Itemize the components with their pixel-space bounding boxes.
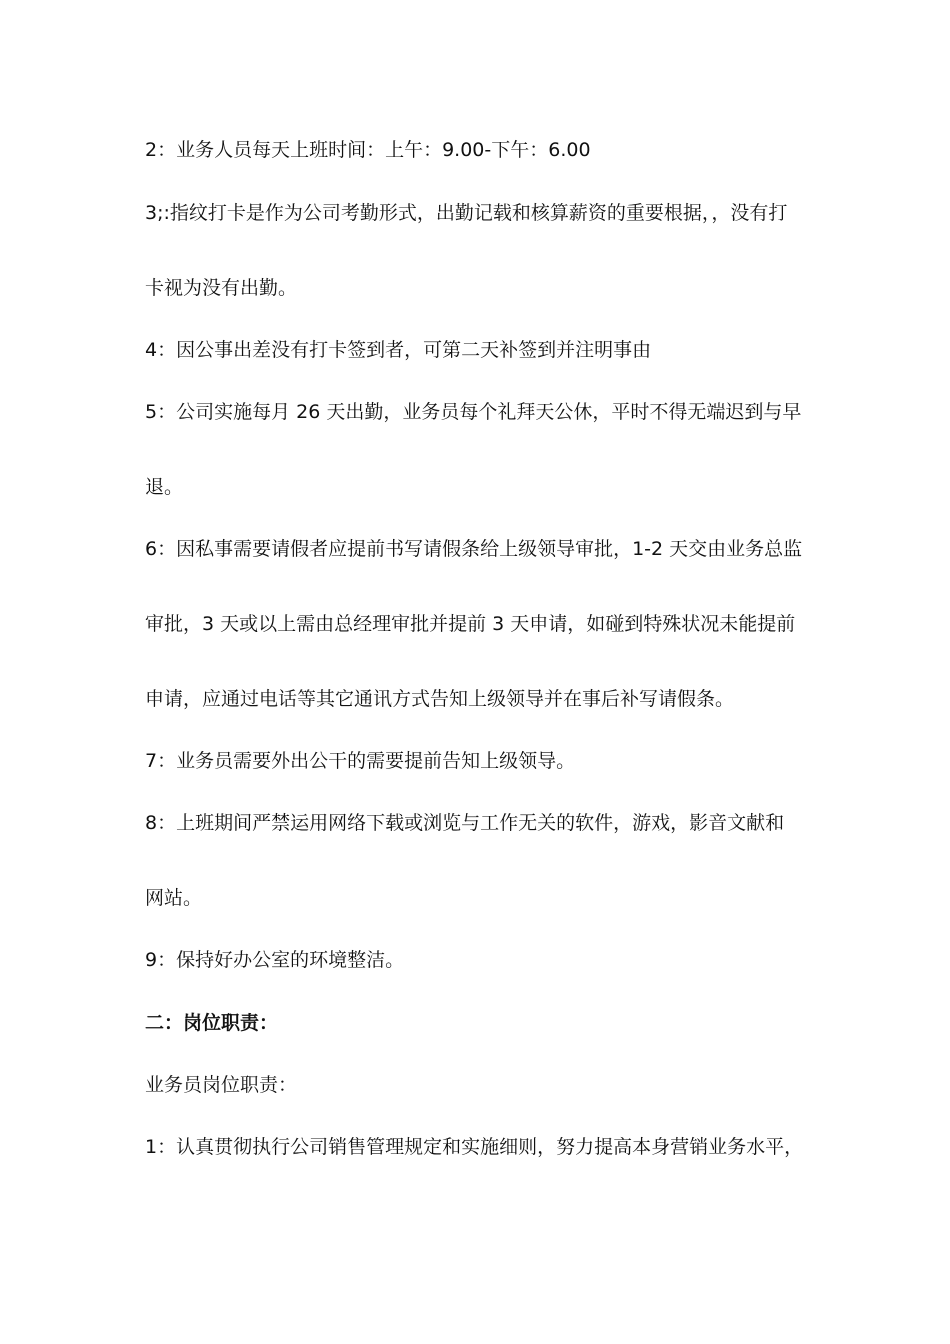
rule-5-attendance-line-2: 退。 bbox=[145, 476, 184, 498]
rule-6-leave-line-2: 审批，3 天或以上需由总经理审批并提前 3 天申请，如碰到特殊状况未能提前 bbox=[145, 613, 796, 635]
rule-9-office-clean: 9：保持好办公室的环境整洁。 bbox=[145, 949, 405, 971]
rule-8-internet-line-2: 网站。 bbox=[145, 887, 203, 909]
rule-4-business-trip: 4：因公事出差没有打卡签到者，可第二天补签到并注明事由 bbox=[145, 339, 652, 361]
rule-6-leave-line-3: 申请，应通过电话等其它通讯方式告知上级领导并在事后补写请假条。 bbox=[145, 688, 735, 710]
rule-2-work-hours: 2：业务人员每天上班时间：上午：9.00-下午：6.00 bbox=[145, 139, 591, 161]
rule-3-fingerprint-line-2: 卡视为没有出勤。 bbox=[145, 277, 298, 299]
rule-8-internet-line-1: 8：上班期间严禁运用网络下载或浏览与工作无关的软件，游戏，影音文献和 bbox=[145, 812, 785, 834]
rule-6-leave-line-1: 6：因私事需要请假者应提前书写请假条给上级领导审批，1-2 天交由业务总监 bbox=[145, 538, 803, 560]
rule-5-attendance-line-1: 5：公司实施每月 26 天出勤，业务员每个礼拜天公休，平时不得无端迟到与早 bbox=[145, 401, 802, 423]
subheading-salesperson-duties: 业务员岗位职责： bbox=[145, 1074, 298, 1096]
duty-1-line: 1：认真贯彻执行公司销售管理规定和实施细则，努力提高本身营销业务水平， bbox=[145, 1136, 804, 1158]
rule-7-going-out: 7：业务员需要外出公干的需要提前告知上级领导。 bbox=[145, 750, 576, 772]
rule-3-fingerprint-line-1: 3;:指纹打卡是作为公司考勤形式，出勤记载和核算薪资的重要根据，，没有打 bbox=[145, 202, 788, 224]
section-heading-job-duties: 二：岗位职责： bbox=[145, 1012, 279, 1034]
